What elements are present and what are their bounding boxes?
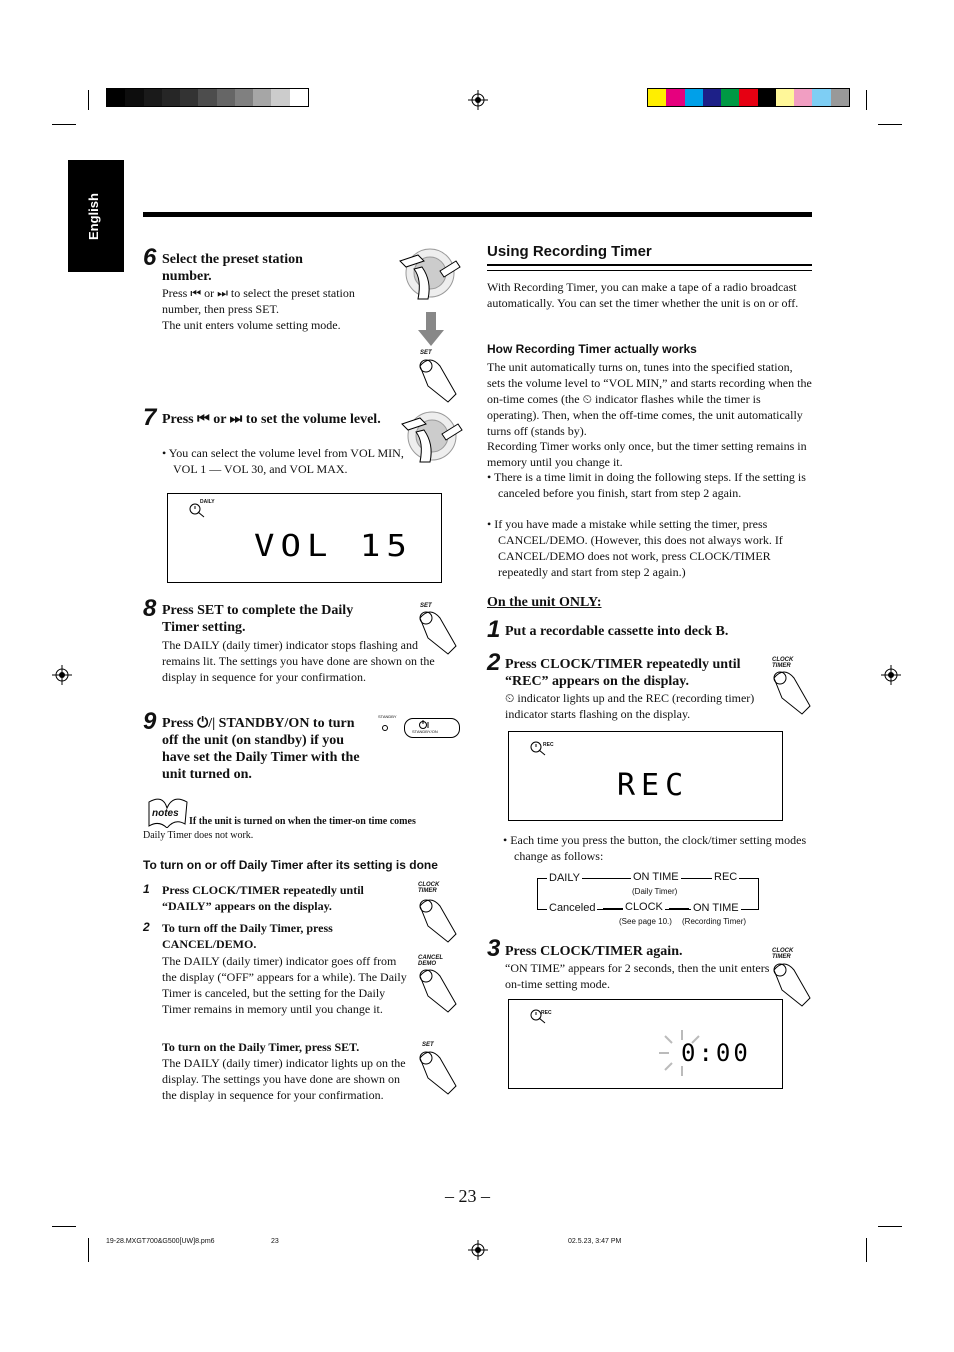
how-body: Recording Timer works only once, but the timer setting remains in memory until you change it. [487,439,807,469]
power-icon [418,720,430,730]
substep-heading: To turn off the Daily Timer, press CANCEL/DEMO. [162,921,333,951]
display-text: VOL 15 [254,528,413,564]
finger-press-icon [770,668,814,716]
crop-mark [878,1226,902,1227]
step-number: 1 [487,616,501,643]
flow-clock: CLOCK [625,901,663,913]
intro-text: With Recording Timer, you can make a tape of a radio broadcast automatically. You can set the timer whether the unit is on or off. [487,280,799,310]
flow-on-time: ON TIME [633,871,679,883]
display-text: REC [617,768,690,803]
step-number: 8 [143,595,157,622]
finger-press-icon [416,608,460,656]
color-bar [647,88,850,107]
step-number: 9 [143,708,157,735]
crop-mark [88,90,89,110]
standby-indicator-led [382,725,388,731]
section-title-rule [487,264,812,271]
color-swatch [290,89,308,106]
color-swatch [758,89,776,106]
color-swatch [107,89,125,106]
color-swatch [235,89,253,106]
display-panel [508,999,783,1089]
finger-press-icon [416,896,460,944]
step-heading: Press ⏮ or ⏭ to set the volume level. [162,412,381,427]
crop-mark [866,1238,867,1262]
language-side-tab [68,160,124,272]
step-heading: Press CLOCK/TIMER repeatedly until “REC” appears on the display. [505,657,741,689]
set-button-label: SET [420,603,432,609]
step-body: The DAILY (daily timer) indicator stops flashing and remains lit. The settings you have done are shown on the display in sequence for your confirmation. [162,638,435,684]
mode-flow-diagram [537,866,761,930]
crop-mark [52,1226,76,1227]
step-number: 2 [487,649,501,676]
flow-canceled: Canceled [549,902,596,914]
step-body: Press ⏮ or ⏭ to select the preset station number, then press SET. [162,286,355,316]
notes-text-bold: If the unit is turned on when the timer-on time comes [189,816,416,827]
color-swatch [812,89,830,106]
flow-rec: REC [714,871,738,883]
display-panel [508,731,783,821]
color-swatch [162,89,180,106]
rec-indicator: REC [541,1010,552,1016]
set-button-label: SET [420,350,432,356]
rec-indicator: REC [543,742,554,748]
standby-indicator-label: STANDBY [378,714,397,719]
footer-page: 23 [271,1238,279,1245]
flow-arrow-right [683,878,711,879]
step-heading: Put a recordable cassette into deck B. [505,624,729,639]
substep-heading: To turn on the Daily Timer, press SET. [162,1040,360,1054]
color-swatch [198,89,216,106]
color-swatch [125,89,143,106]
set-button-label: SET [422,1042,434,1048]
color-swatch [794,89,812,106]
display-text: 0:00 [681,1039,751,1067]
crop-mark [52,124,76,125]
multi-control-knob-icon [394,406,464,466]
clock-timer-button-label: CLOCK TIMER [772,948,794,960]
color-swatch [739,89,757,106]
how-heading: How Recording Timer actually works [487,342,697,356]
step-number: 6 [143,244,157,271]
footer-date: 02.5.23, 3:47 PM [568,1238,622,1245]
color-swatch [180,89,198,106]
substep-number: 1 [143,882,150,896]
color-swatch [217,89,235,106]
step-body: ⏲ indicator lights up and the REC (recording timer) indicator starts flashing on the display. [505,691,755,721]
clock-timer-button-label: CLOCK TIMER [772,657,794,669]
multi-control-knob-icon [392,243,462,303]
notes-text: Daily Timer does not work. [143,830,254,841]
step-number: 7 [143,404,157,431]
substep-number: 2 [143,920,150,934]
how-body: The unit automatically turns on, tunes into the specified station, sets the volume level to “VOL MIN,” and starts recording when the on-time comes (the ⏲ indicator flashes while the timer is operating). Then, when the off-time comes, the unit automatically turns off (stands by). [487,360,812,438]
registration-target-icon [52,665,72,685]
color-swatch [703,89,721,106]
step-bullet: • You can select the volume level from VOL MIN, VOL 1 — VOL 30, and VOL MAX. [162,446,404,476]
cancel-demo-button-label: CANCEL DEMO [418,955,443,967]
color-swatch [648,89,666,106]
step-number: 3 [487,935,501,962]
registration-target-icon [881,665,901,685]
registration-target-icon [468,90,488,110]
crop-mark [878,124,902,125]
color-swatch [685,89,703,106]
crop-mark [866,90,867,110]
flow-daily-timer-note: (Daily Timer) [632,887,678,896]
footer-file: 19-28.MXGT700&G500[UW]8.pm6 [106,1238,215,1245]
how-bullet: • There is a time limit in doing the following steps. If the setting is canceled before you finish, start from step 2 again. [487,470,806,500]
color-swatch [144,89,162,106]
section-subheading: To turn on or off Daily Timer after its setting is done [143,858,438,872]
color-swatch [721,89,739,106]
daily-indicator: DAILY [200,499,215,505]
substep-text: Press CLOCK/TIMER repeatedly until “DAILY” appears on the display. [162,883,364,913]
mode-bullet: • Each time you press the button, the clock/timer setting modes change as follows: [503,833,807,863]
standby-on-label: STANDBY/ON [412,729,438,734]
color-swatch [271,89,289,106]
how-bullet: • If you have made a mistake while setting the timer, press CANCEL/DEMO. (However, this does not always work. If CANCEL/DEMO does not work, press CLOCK/TIMER repeatedly and start from step 2 again.) [487,517,783,579]
language-label: English [86,193,101,240]
section-title: Using Recording Timer [487,243,652,260]
flow-on-time-rec: ON TIME [693,902,739,914]
substep-body: The DAILY (daily timer) indicator goes off from the display (“OFF” appears for a while). The Daily Timer is canceled, but the setting for the Daily Timer remains in memory until you change it. [162,954,407,1016]
arrow-down-icon [418,312,444,346]
gray-color-bar [106,88,309,107]
page-number: – 23 – [445,1186,490,1206]
flow-arrow-left [669,908,689,909]
notes-logo-text: notes [152,808,179,819]
unit-only-label: On the unit ONLY: [487,595,602,610]
substep-body: The DAILY (daily timer) indicator lights up on the display. The settings you have done are shown on the display in sequence for your confirmation. [162,1056,406,1102]
color-swatch [776,89,794,106]
flow-arrow-left [603,908,623,909]
step-heading: Press CLOCK/TIMER again. [505,944,683,959]
step-heading: Press SET to complete the Daily Timer setting. [162,603,354,635]
standby-button-illustration [378,714,460,744]
flow-daily: DAILY [549,872,580,884]
step-body: “ON TIME” appears for 2 seconds, then the unit enters on-time setting mode. [505,961,770,991]
step-body: The unit enters volume setting mode. [162,318,341,332]
flow-recording-timer-note: (Recording Timer) [682,917,747,926]
color-swatch [253,89,271,106]
finger-press-icon [416,1048,460,1096]
standby-button [404,718,460,738]
header-rule [143,212,812,217]
registration-target-icon [468,1240,488,1260]
display-panel [167,493,442,583]
step-heading: Select the preset station number. [162,252,303,284]
finger-press-icon [416,966,460,1014]
flow-arrow-right [599,878,629,879]
finger-press-icon [416,356,460,404]
clock-timer-button-label: CLOCK TIMER [418,882,440,894]
crop-mark [88,1238,89,1262]
color-swatch [666,89,684,106]
flow-see-page-note: (See page 10.) [619,917,672,926]
step-heading: Press ⏻/| STANDBY/ON to turn off the unit (on standby) if you have set the Daily Timer with the unit turned on. [162,716,360,782]
color-swatch [831,89,849,106]
